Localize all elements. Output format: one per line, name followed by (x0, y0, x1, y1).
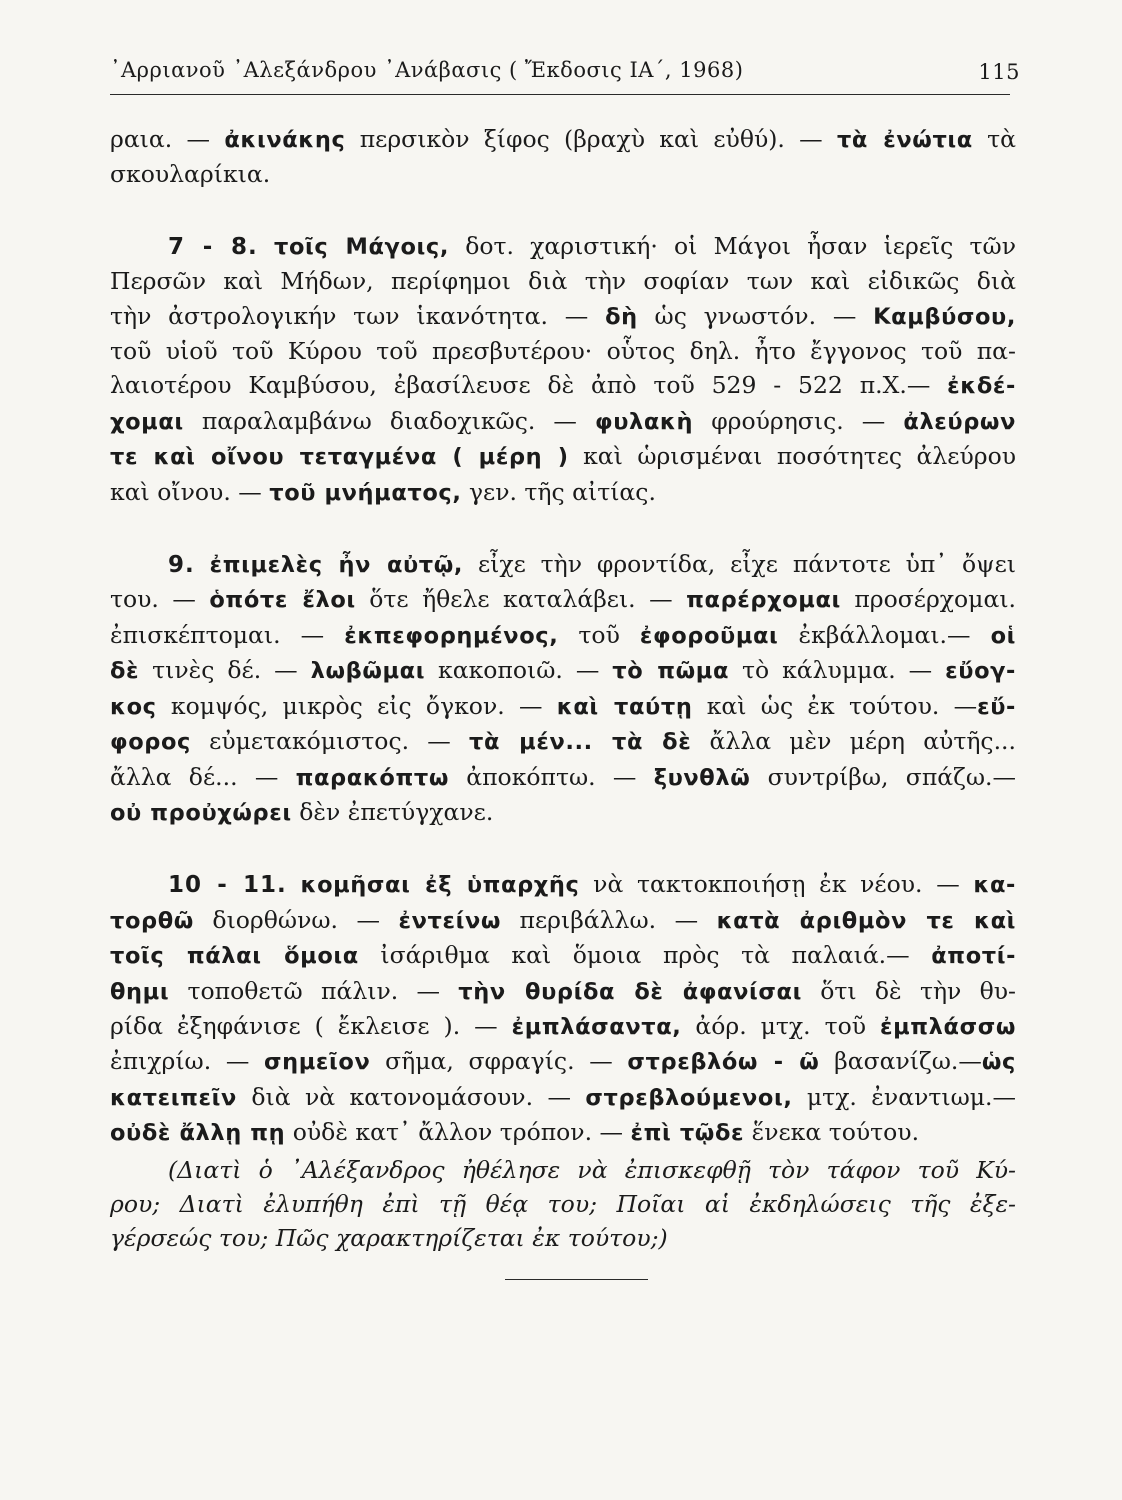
text-line: κος κομψός, μικρὸς εἰς ὄγκον. — καὶ ταύτῃ καὶ ὡς ἐκ τούτου. —εὔ- (110, 691, 1016, 720)
section-number: 9. (168, 552, 195, 579)
text-line: τοῖς πάλαι ὅμοια ἰσάριθμα καὶ ὅμοια πρὸς τὰ παλαιά.— ἀποτί- (110, 941, 1017, 970)
text-line: ἄλλα δέ... — παρακόπτω ἀποκόπτω. — ξυνθλῶ συντρίβω, σπάζω.— (110, 762, 1016, 791)
text-line: 10 - 11. κομῆσαι ἐξ ὑπαρχῆς νὰ τακτοκποιήσῃ ἐκ νέου. — κα- (168, 870, 1016, 899)
text-line: 9. ἐπιμελὲς ἦν αὐτῷ, εἶχε τὴν φροντίδα, εἶχε πάντοτε ὑπ᾿ ὄψει (168, 550, 1016, 579)
text-line: (Διατὶ ὁ ᾿Αλέξανδρος ἠθέλησε νὰ ἐπισκεφθῇ τὸν τάφον τοῦ Κύ- (168, 1155, 1016, 1184)
header-title: ᾿Αρριανοῦ ᾿Αλεξάνδρου ᾿Ανάβασις ( Ἔκδοσις ΙΑ΄, 1968) (110, 58, 744, 82)
text-line: δὲ τινὲς δέ. — λωβῶμαι κακοποιῶ. — τὸ πῶμα τὸ κάλυμμα. — εὔογ- (110, 656, 1016, 685)
text-line: ραια. — ἀκινάκης περσικὸν ξίφος (βραχὺ καὶ εὐθύ). — τὰ ἐνώτια τὰ (110, 125, 1016, 153)
text-line: ἐπιχρίω. — σημεῖον σῆμα, σφραγίς. — στρεβλόω - ῶ βασανίζω.—ὡς (110, 1047, 1016, 1076)
text-line: ρου; Διατὶ ἐλυπήθη ἐπὶ τῇ θέᾳ του; Ποῖαι αἱ ἐκδηλώσεις τῆς ἐξε- (110, 1189, 1016, 1218)
text-line: οὐ προὐχώρει δὲν ἐπετύγχανε. (110, 797, 494, 826)
section-number: 7 - 8. (168, 233, 258, 260)
text-line: χομαι παραλαμβάνω διαδοχικῶς. — φυλακὴ φρούρησις. — ἀλεύρων (110, 406, 1016, 435)
text-line: λαιοτέρου Καμβύσου, ἐβασίλευσε δὲ ἀπὸ τοῦ 529 - 522 π.Χ.— ἐκδέ- (110, 371, 1016, 400)
text-line: τοῦ υἱοῦ τοῦ Κύρου τοῦ πρεσβυτέρου· οὗτος δηλ. ἦτο ἔγγονος τοῦ πα- (110, 337, 1016, 366)
section-7-8 (110, 229, 1016, 510)
text-line: ἐπισκέπτομαι. — ἐκπεφορημένος, τοῦ ἐφοροῦμαι ἐκβάλλομαι.— οἱ (110, 620, 1016, 649)
section-number: 10 - 11. (168, 872, 287, 899)
text-line: οὐδὲ ἄλλῃ πῃ οὐδὲ κατ᾿ ἄλλον τρόπον. — ἐπὶ τῷδε ἕνεκα τούτου. (110, 1118, 920, 1147)
study-questions (110, 1153, 1016, 1256)
text-line: του. — ὁπότε ἔλοι ὅτε ἤθελε καταλάβει. — παρέρχομαι προσέρχομαι. (110, 585, 1017, 614)
end-rule (505, 1279, 648, 1280)
page-number: 115 (978, 60, 1020, 84)
text-line: κατειπεῖν διὰ νὰ κατονομάσουν. — στρεβλούμενοι, μτχ. ἐναντιωμ.— (110, 1082, 1016, 1111)
text-line: τορθῶ διορθώνω. — ἐντείνω περιβάλλω. — κατὰ ἀριθμὸν τε καὶ (110, 905, 1017, 934)
section-10-11 (110, 867, 1016, 1150)
text-line: 7 - 8. τοῖς Μάγοις, δοτ. χαριστική· οἱ Μάγοι ἦσαν ἱερεῖς τῶν (168, 231, 1016, 260)
text-line: καὶ οἴνου. — τοῦ μνήματος, γεν. τῆς αἰτίας. (110, 477, 656, 506)
text-line: ρίδα ἐξηφάνισε ( ἔκλεισε ). — ἐμπλάσαντα, ἀόρ. μτχ. τοῦ ἐμπλάσσω (110, 1011, 1016, 1040)
text-line: γέρσεώς του; Πῶς χαρακτηρίζεται ἐκ τούτου;) (110, 1224, 668, 1253)
text-line: τε καὶ οἴνου τεταγμένα ( μέρη ) καὶ ὡρισμέναι ποσότητες ἀλεύρου (110, 442, 1017, 471)
header-rule (110, 94, 1010, 95)
text-line: Περσῶν καὶ Μήδων, περίφημοι διὰ τὴν σοφίαν των καὶ εἰδικῶς διὰ (110, 267, 1016, 296)
text-line: τὴν ἀστρολογικήν των ἱκανότητα. — δὴ ὡς γνωστόν. — Καμβύσου, (110, 301, 1016, 330)
commentary-body (110, 122, 1016, 1256)
text-line: φορος εὐμετακόμιστος. — τὰ μέν... τὰ δὲ ἄλλα μὲν μέρη αὐτῆς... (110, 727, 1016, 756)
text-line: σκουλαρίκια. (110, 160, 271, 189)
text-line: θημι τοποθετῶ πάλιν. — τὴν θυρίδα δὲ ἀφανίσαι ὅτι δὲ τὴν θυ- (110, 976, 1016, 1005)
paragraph-continuation (110, 122, 1016, 192)
section-9 (110, 547, 1016, 830)
